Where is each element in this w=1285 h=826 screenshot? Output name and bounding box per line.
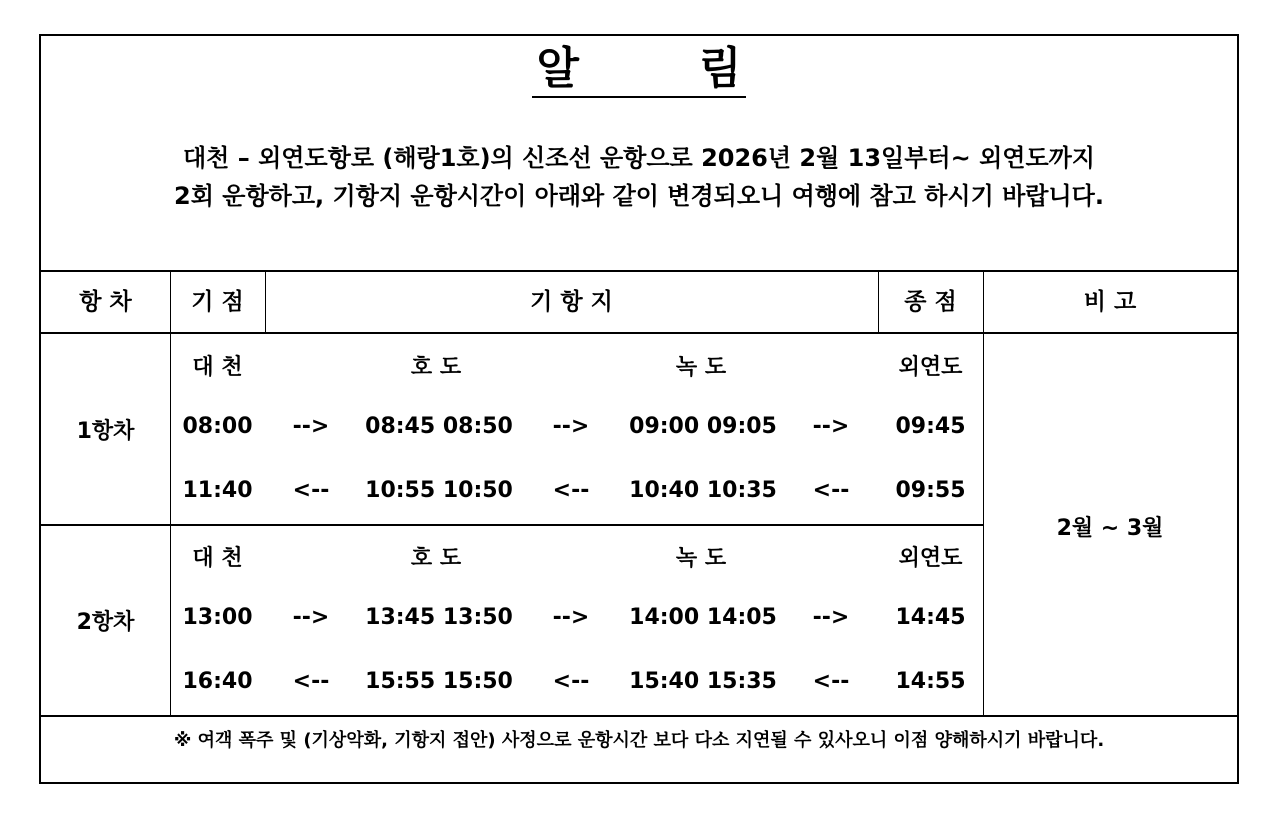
trip-2-place-stop-2: 녹 도: [675, 546, 727, 571]
forward-arrow: -->: [812, 414, 850, 439]
header-remarks: 비 고: [1083, 289, 1137, 315]
backward-arrow: <--: [292, 478, 330, 503]
forward-arrow: -->: [812, 605, 850, 630]
trip-1-place-origin: 대 천: [192, 355, 243, 380]
title-right: 림: [699, 43, 742, 94]
trip-divider-line-2: [170, 524, 983, 526]
col-line-4: [983, 270, 984, 715]
trip-1-in-0: 11:40: [182, 478, 253, 503]
backward-arrow: <--: [552, 478, 590, 503]
notice-line-1: 대천 – 외연도항로 (해랑1호)의 신조선 운항으로 2026년 2월 13일부터~ 외연도까지: [183, 144, 1095, 172]
trip-2-label: 2항차: [76, 610, 135, 635]
trip-2-in-0: 16:40: [182, 669, 253, 694]
trip-1-in-1: 10:55 10:50: [365, 478, 513, 503]
trip-1-out-2: 09:00 09:05: [629, 414, 777, 439]
forward-arrow: -->: [292, 414, 330, 439]
trip-2-in-1: 15:55 15:50: [365, 669, 513, 694]
trip-2-out-0: 13:00: [182, 605, 253, 630]
footer-note: ※ 여객 폭주 및 (기상악화, 기항지 접안) 사정으로 운항시간 보다 다소 지연될 수 있사오니 이점 양해하시기 바랍니다.: [173, 730, 1105, 751]
backward-arrow: <--: [292, 669, 330, 694]
header-origin: 기 점: [191, 289, 244, 315]
table-bottom-line: [41, 715, 1237, 717]
trip-2-place-terminal: 외연도: [898, 546, 963, 571]
trip-2-in-2: 15:40 15:35: [629, 669, 777, 694]
backward-arrow: <--: [552, 669, 590, 694]
trip-1-in-3: 09:55: [895, 478, 966, 503]
trip-1-out-3: 09:45: [895, 414, 966, 439]
trip-2-place-stop-1: 호 도: [410, 546, 462, 571]
backward-arrow: <--: [812, 669, 850, 694]
trip-2-place-origin: 대 천: [192, 546, 243, 571]
forward-arrow: -->: [552, 605, 590, 630]
header-terminal: 종 점: [904, 289, 957, 315]
trip-1-place-terminal: 외연도: [898, 355, 963, 380]
trip-2-out-1: 13:45 13:50: [365, 605, 513, 630]
notice-frame: [39, 34, 1239, 784]
header-bottom-line: [41, 332, 1237, 334]
trip-1-place-stop-1: 호 도: [410, 355, 462, 380]
trip-2-in-3: 14:55: [895, 669, 966, 694]
trip-1-in-2: 10:40 10:35: [629, 478, 777, 503]
trip-2-out-2: 14:00 14:05: [629, 605, 777, 630]
notice-line-2: 2회 운항하고, 기항지 운항시간이 아래와 같이 변경되오니 여행에 참고 하시기 바랍니다.: [174, 182, 1104, 210]
remarks-value: 2월 ~ 3월: [1056, 516, 1164, 541]
trip-1-out-1: 08:45 08:50: [365, 414, 513, 439]
trip-1-label: 1항차: [76, 419, 135, 444]
forward-arrow: -->: [292, 605, 330, 630]
title-left: 알: [536, 43, 579, 94]
trip-divider-line: [41, 524, 170, 526]
trip-1-out-0: 08:00: [182, 414, 253, 439]
trip-1-place-stop-2: 녹 도: [675, 355, 727, 380]
header-stops: 기 항 지: [530, 289, 613, 315]
trip-2-out-3: 14:45: [895, 605, 966, 630]
backward-arrow: <--: [812, 478, 850, 503]
notice-title: [41, 44, 1237, 98]
header-voyage: 항 차: [79, 289, 132, 315]
forward-arrow: -->: [552, 414, 590, 439]
